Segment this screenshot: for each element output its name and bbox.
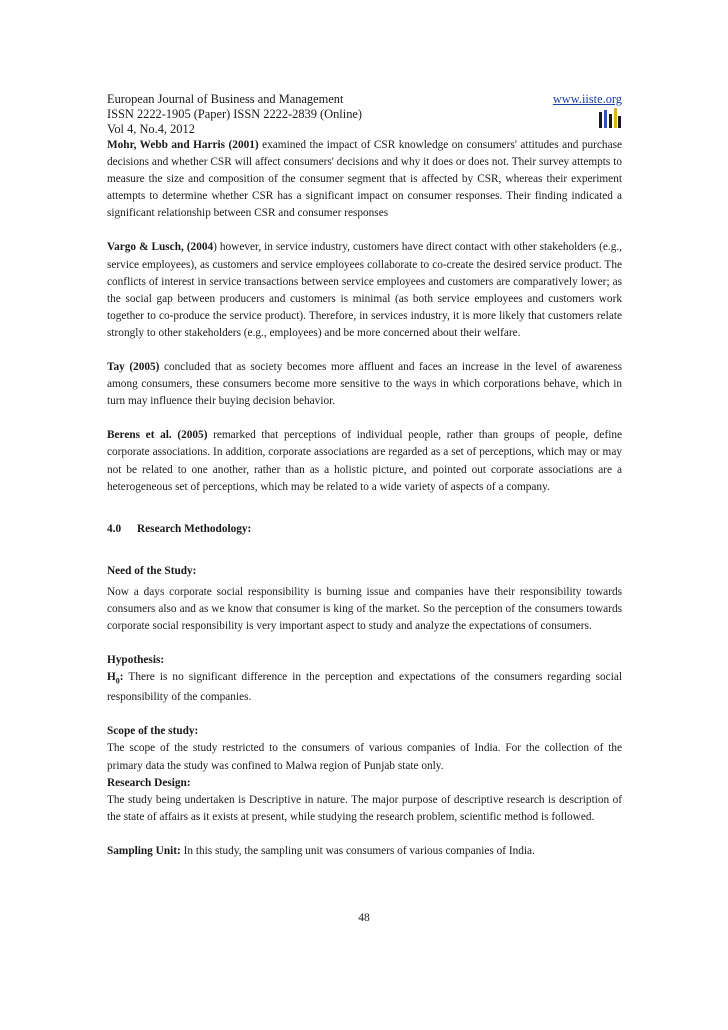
issn-line: ISSN 2222-1905 (Paper) ISSN 2222-2839 (Online) (107, 107, 363, 121)
need-heading: Need of the Study: (107, 564, 197, 577)
paragraph-text: examined the impact of CSR knowledge on consumers' attitudes and purchase decisions and whether CSR will affect consumers' decisions and why it does or does not. Their survey attempts to measure the size and composition of the consumer segment that is affected by CSR, whereas their experiment attempts to determine whether CSR has a significant impact on consumer responses. Their finding indicated a significant relationship between CSR and consumer responses (107, 139, 622, 220)
paragraph-text: ) however, in service industry, customers have direct contact with other stakeholders (e.g., service employees), as customers and service employees collaborate to co-create the desired service product. The conflicts of interest in service transactions between service employees and customers are comparatively lower; as the social gap between producers and customers is minimal (as both service employees and customers work together to co-produce the service product). Therefore, in services industry, it is more likely that customers relate strongly to other stakeholders (e.g., employees) and be more concerned about their welfare. (107, 241, 623, 339)
citation-lead: Mohr, Webb and Harris (2001) (107, 139, 259, 151)
hypothesis-label: $H_0$: (107, 670, 124, 686)
section-number: 4.0 (107, 522, 122, 535)
scope-text: The scope of the study restricted to the consumers of various companies of India. For the collection of the primary data the study was confined to Malwa region of Punjab state only. (107, 742, 622, 772)
section-heading (107, 521, 622, 538)
sampling-unit: Sampling Unit: In this study, the sampling unit was consumers of various companies of India. (107, 844, 535, 857)
journal-title: European Journal of Business and Management (107, 92, 344, 106)
page-number: 48 (358, 912, 370, 924)
paragraph-tay (107, 359, 622, 410)
journal-url-link[interactable]: www.iiste.org (552, 92, 622, 106)
paragraph-berens (107, 427, 622, 495)
iiste-logo-icon (598, 108, 622, 128)
paragraph-vargo (107, 239, 622, 342)
hypothesis-text: $H_0$: There is no significant difference in the perception and expectations of the consumers regarding social responsibility of the companies. (107, 670, 622, 704)
volume-line: Vol 4, No.4, 2012 (107, 122, 195, 136)
citation-lead: Vargo & Lusch, (2004 (107, 241, 214, 254)
citation-lead: Tay (2005) (107, 361, 160, 374)
design-heading: Research Design: (107, 776, 191, 789)
header-row (107, 92, 622, 107)
paragraph-text: concluded that as society becomes more affluent and faces an increase in the level of awareness among consumers, these consumers become more sensitive to the ways in which corporations behave, which in turn may influence their buying decision behavior. (107, 361, 622, 408)
scope-heading: Scope of the study: (107, 725, 199, 738)
hypothesis-heading: Hypothesis: (107, 653, 165, 666)
section-title: Research Methodology: (137, 522, 252, 535)
page-content (107, 92, 622, 860)
sampling-lead: Sampling Unit: (107, 844, 181, 857)
paragraph-text: remarked that perceptions of individual people, rather than groups of people, define corporate associations. In addition, corporate associations are regarded as a set of perceptions, which may or may not be related to one another, rather than as a holistic picture, and pointed out corporate associations are a heterogeneous set of perceptions, which may be related to a wide variety of aspects of a company. (107, 429, 623, 493)
design-text: The study being undertaken is Descriptive in nature. The major purpose of descriptive research is description of the state of affairs as it exists at present, while studying the research problem, scientific method is followed. (107, 793, 622, 823)
paragraph-mohr (107, 137, 622, 222)
citation-lead: Berens et al. (2005) (107, 429, 208, 442)
need-text: Now a days corporate social responsibility is burning issue and companies have their responsibility towards consumers also and as we know that consumer is king of the market. So the perception of the consumers towards corporate social responsibility is very important aspect to study and analyze the expectations of consumers. (107, 585, 622, 632)
